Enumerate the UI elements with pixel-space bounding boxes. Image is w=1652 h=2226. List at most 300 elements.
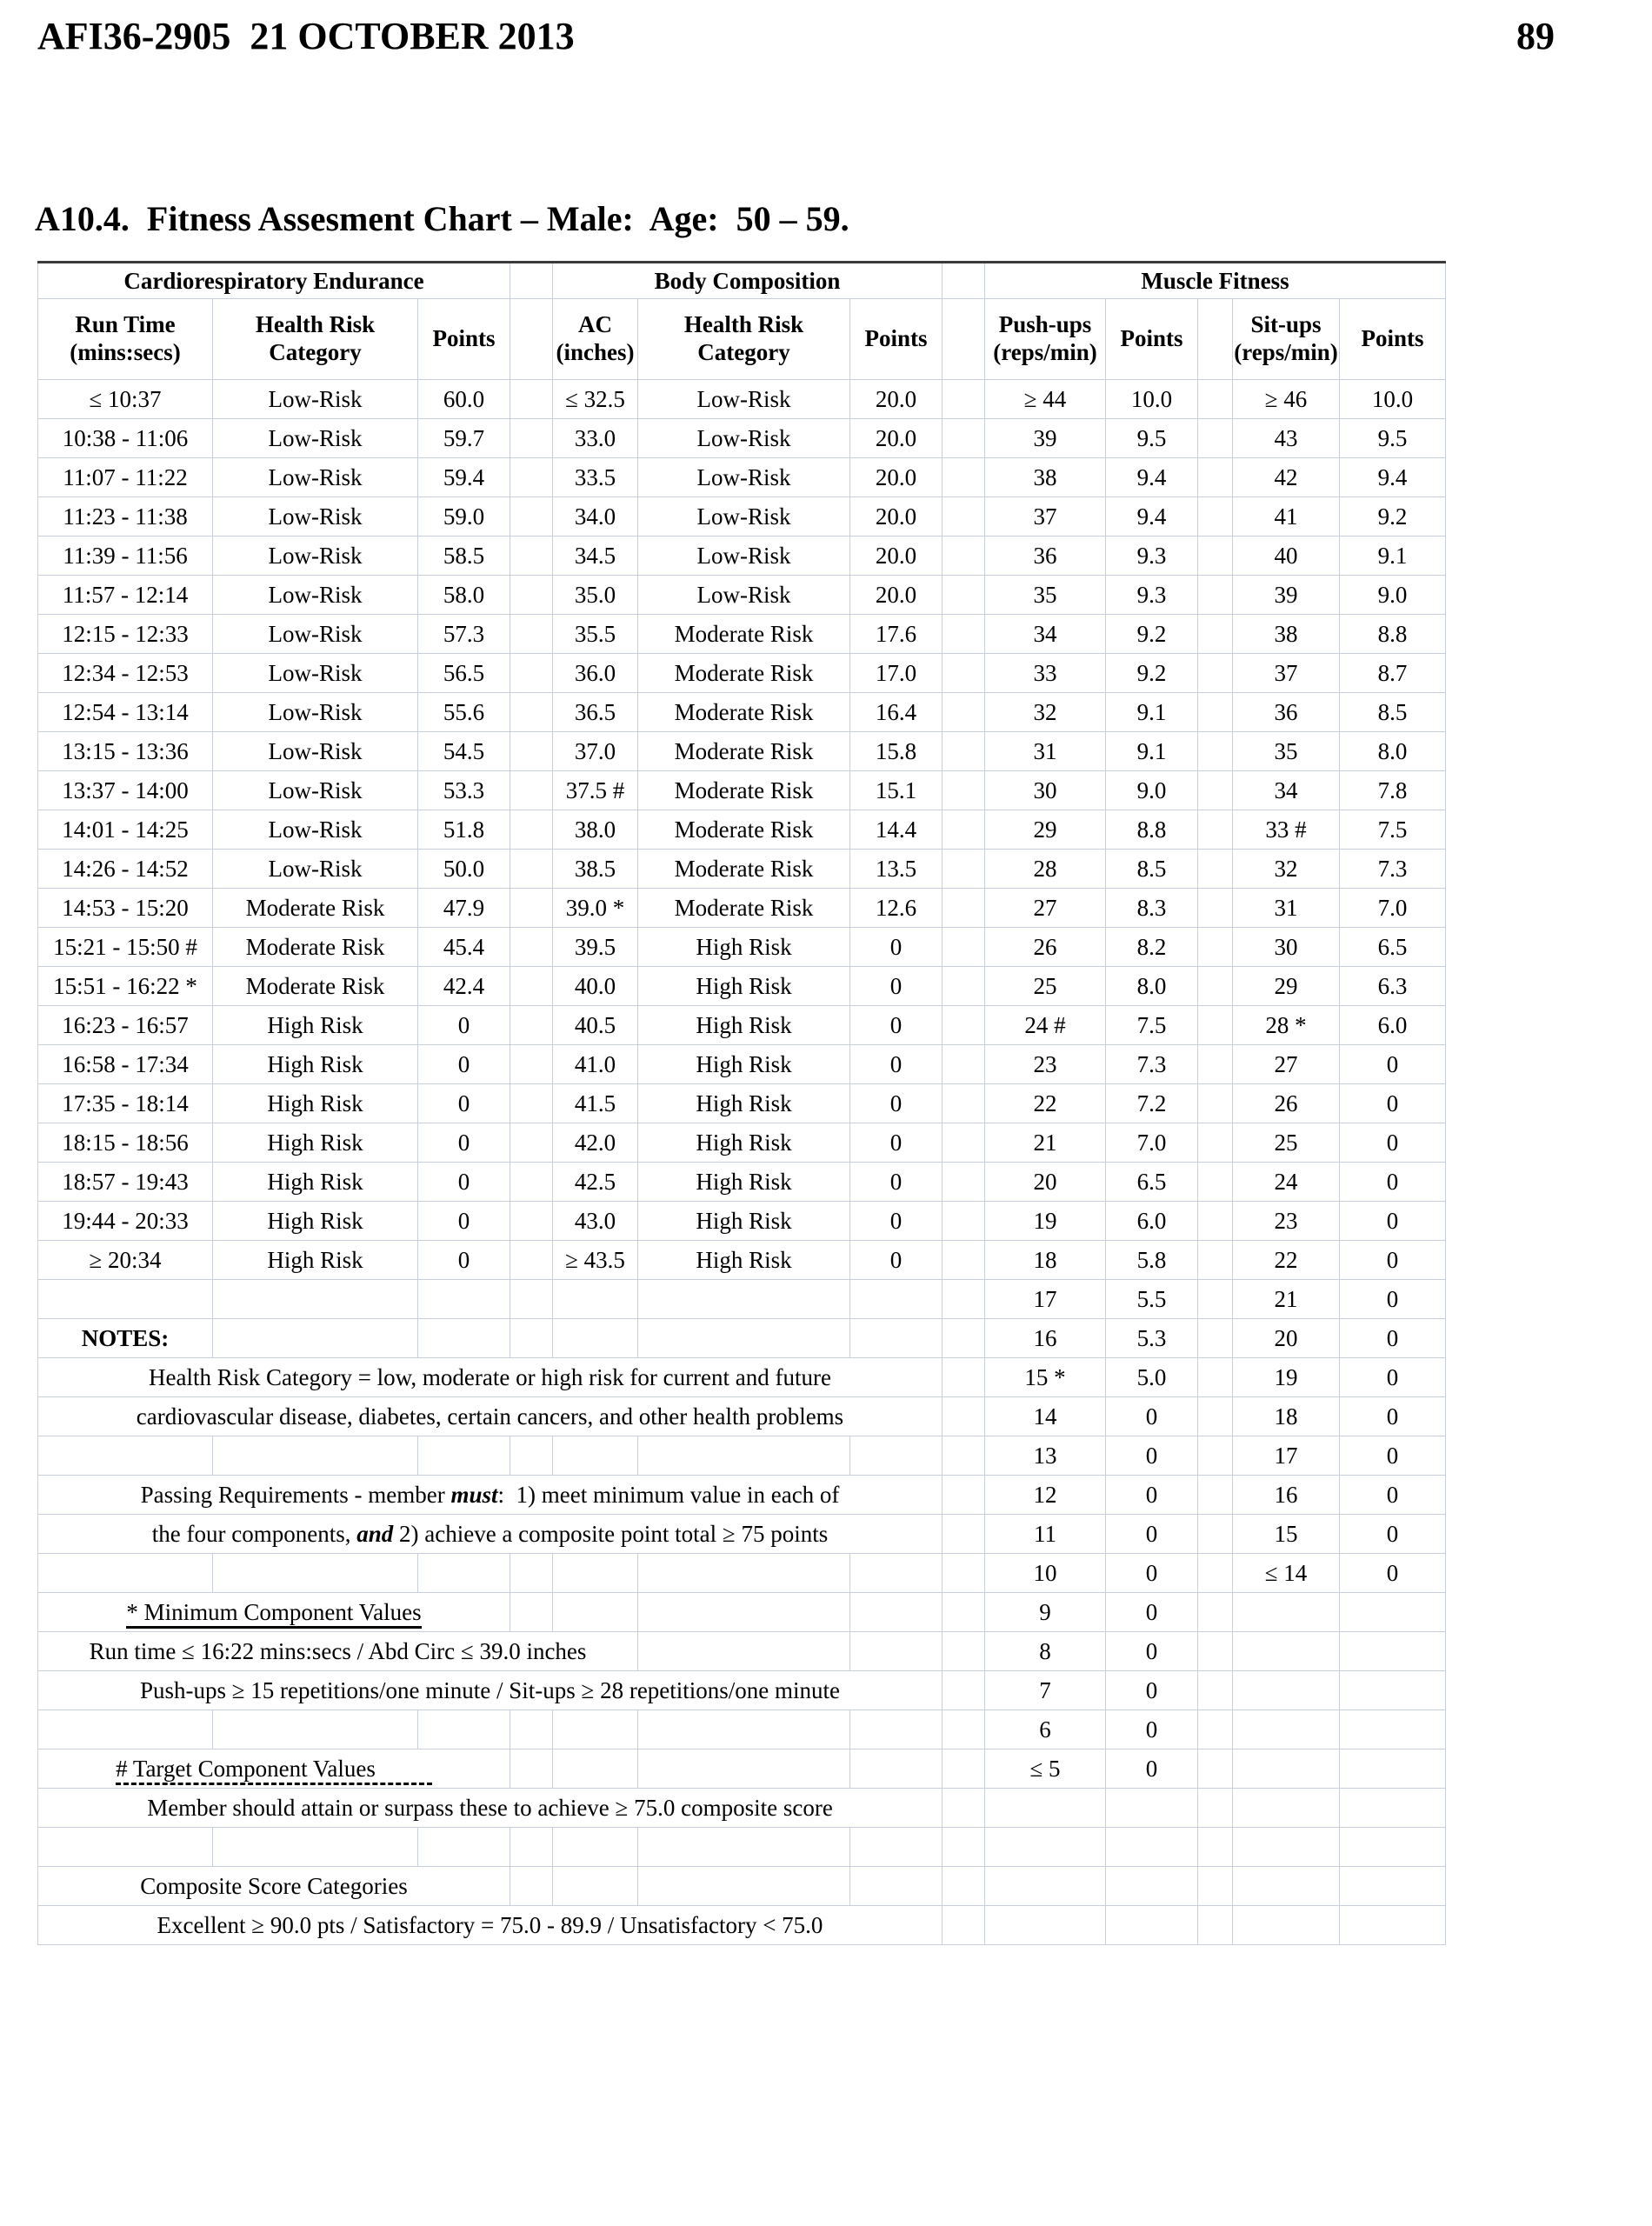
run-time-value: ≤ 10:37: [38, 380, 213, 419]
points-value: 59.4: [418, 458, 510, 497]
points-value: 6.0: [1106, 1202, 1198, 1241]
points-value: 9.4: [1106, 497, 1198, 537]
sit-ups-value: 26: [1233, 1084, 1340, 1123]
empty-cell: [985, 1867, 1106, 1906]
gap-cell: [510, 967, 553, 1006]
gap-cell: [1198, 1789, 1233, 1828]
risk-category-value: High Risk: [638, 1045, 850, 1084]
points-value: 6.5: [1106, 1163, 1198, 1202]
empty-cell: [638, 1319, 850, 1358]
points-value: 0: [1340, 1554, 1446, 1593]
points-value: 9.0: [1106, 771, 1198, 810]
ac-value: 35.5: [553, 615, 638, 654]
ac-value: 34.0: [553, 497, 638, 537]
points-value: 0: [850, 1202, 943, 1241]
push-ups-value: 12: [985, 1476, 1106, 1515]
points-value: 12.6: [850, 889, 943, 928]
gap-cell: [943, 1163, 985, 1202]
push-ups-value: 14: [985, 1397, 1106, 1436]
risk-category-value: High Risk: [213, 1241, 418, 1280]
ac-value: 33.5: [553, 458, 638, 497]
run-time-value: 14:26 - 14:52: [38, 850, 213, 889]
points-value: 0: [850, 1006, 943, 1045]
empty-cell: [850, 1280, 943, 1319]
gap-cell: [1198, 1163, 1233, 1202]
points-value: 0: [850, 928, 943, 967]
gap-cell: [1198, 1358, 1233, 1397]
empty-cell: [1106, 1867, 1198, 1906]
points-value: 55.6: [418, 693, 510, 732]
risk-category-value: Moderate Risk: [638, 654, 850, 693]
gap-cell: [943, 1202, 985, 1241]
push-ups-value: 9: [985, 1593, 1106, 1632]
points-value: 6.0: [1340, 1006, 1446, 1045]
empty-cell: [510, 1319, 553, 1358]
empty-cell: [510, 1593, 553, 1632]
sit-ups-value: 17: [1233, 1436, 1340, 1476]
risk-category-value: Low-Risk: [213, 771, 418, 810]
push-ups-value: 20: [985, 1163, 1106, 1202]
points-value: 7.5: [1340, 810, 1446, 850]
push-ups-value: ≥ 44: [985, 380, 1106, 419]
ac-value: 36.5: [553, 693, 638, 732]
gap-cell: [1198, 1906, 1233, 1945]
gap-cell: [943, 1593, 985, 1632]
points-value: 0: [850, 1084, 943, 1123]
gap-cell: [510, 693, 553, 732]
note-text: Passing Requirements - member must: 1) meet minimum value in each of: [38, 1476, 943, 1515]
empty-cell: [1233, 1593, 1340, 1632]
push-ups-value: 31: [985, 732, 1106, 771]
risk-category-value: Low-Risk: [213, 576, 418, 615]
sit-ups-value: 31: [1233, 889, 1340, 928]
risk-category-value: Moderate Risk: [638, 810, 850, 850]
empty-cell: [638, 1749, 850, 1789]
points-value: 7.0: [1340, 889, 1446, 928]
risk-category-header: Health Risk Category: [638, 299, 850, 380]
sit-ups-value: 27: [1233, 1045, 1340, 1084]
points-value: 20.0: [850, 537, 943, 576]
note-text: NOTES:: [38, 1319, 213, 1358]
run-time-value: 11:57 - 12:14: [38, 576, 213, 615]
gap-cell: [1198, 1515, 1233, 1554]
points-value: 56.5: [418, 654, 510, 693]
ac-value: 36.0: [553, 654, 638, 693]
gap-cell: [1198, 654, 1233, 693]
gap-cell: [943, 1319, 985, 1358]
gap-cell: [943, 1280, 985, 1319]
gap-cell: [1198, 967, 1233, 1006]
points-value: 13.5: [850, 850, 943, 889]
gap-cell: [943, 1045, 985, 1084]
points-value: 9.3: [1106, 576, 1198, 615]
points-value: 8.0: [1340, 732, 1446, 771]
points-value: 9.4: [1106, 458, 1198, 497]
empty-cell: [553, 1749, 638, 1789]
points-value: 8.0: [1106, 967, 1198, 1006]
points-header: Points: [1106, 299, 1198, 380]
gap-cell: [1198, 1710, 1233, 1749]
points-value: 42.4: [418, 967, 510, 1006]
points-value: 0: [1340, 1163, 1446, 1202]
empty-cell: [1233, 1828, 1340, 1867]
ac-value: 43.0: [553, 1202, 638, 1241]
risk-category-value: Moderate Risk: [638, 850, 850, 889]
push-ups-value: 39: [985, 419, 1106, 458]
empty-cell: [213, 1436, 418, 1476]
empty-cell: [1233, 1632, 1340, 1671]
gap-cell: [943, 419, 985, 458]
points-value: 54.5: [418, 732, 510, 771]
points-value: 9.1: [1340, 537, 1446, 576]
points-value: 0: [1106, 1515, 1198, 1554]
sit-ups-value: 18: [1233, 1397, 1340, 1436]
points-value: 0: [850, 967, 943, 1006]
gap-cell: [943, 1084, 985, 1123]
gap-cell: [1198, 1436, 1233, 1476]
note-text: [38, 1749, 510, 1789]
empty-cell: [553, 1554, 638, 1593]
points-value: 0: [1106, 1749, 1198, 1789]
push-ups-value: 6: [985, 1710, 1106, 1749]
gap-cell: [1198, 1749, 1233, 1789]
risk-category-value: High Risk: [213, 1084, 418, 1123]
risk-category-value: Low-Risk: [213, 654, 418, 693]
empty-cell: [418, 1828, 510, 1867]
push-ups-value: 34: [985, 615, 1106, 654]
gap-cell: [943, 1749, 985, 1789]
risk-category-value: Low-Risk: [213, 615, 418, 654]
run-time-value: 19:44 - 20:33: [38, 1202, 213, 1241]
points-value: 0: [850, 1241, 943, 1280]
points-value: 0: [1340, 1397, 1446, 1436]
sit-ups-value: 40: [1233, 537, 1340, 576]
gap-cell: [943, 654, 985, 693]
ac-value: 38.0: [553, 810, 638, 850]
gap-cell: [510, 1123, 553, 1163]
gap-cell: [1198, 1593, 1233, 1632]
gap-cell: [1198, 693, 1233, 732]
points-value: 9.2: [1340, 497, 1446, 537]
push-ups-value: 30: [985, 771, 1106, 810]
sit-ups-value: 29: [1233, 967, 1340, 1006]
gap-cell: [943, 1554, 985, 1593]
gap-cell: [510, 263, 553, 299]
points-value: 20.0: [850, 419, 943, 458]
gap-cell: [1198, 419, 1233, 458]
risk-category-value: Moderate Risk: [638, 889, 850, 928]
points-value: 5.3: [1106, 1319, 1198, 1358]
empty-cell: [213, 1319, 418, 1358]
ac-header: AC (inches): [553, 299, 638, 380]
gap-cell: [1198, 458, 1233, 497]
ac-value: 40.5: [553, 1006, 638, 1045]
note-text: Excellent ≥ 90.0 pts / Satisfactory = 75.0 - 89.9 / Unsatisfactory < 75.0: [38, 1906, 943, 1945]
points-value: 14.4: [850, 810, 943, 850]
push-ups-value: 19: [985, 1202, 1106, 1241]
points-value: 6.3: [1340, 967, 1446, 1006]
risk-category-value: Low-Risk: [213, 693, 418, 732]
empty-cell: [1340, 1749, 1446, 1789]
risk-category-value: High Risk: [638, 967, 850, 1006]
fitness-assessment-sheet: [37, 261, 1446, 1945]
risk-category-value: Low-Risk: [638, 419, 850, 458]
gap-cell: [1198, 850, 1233, 889]
gap-cell: [943, 889, 985, 928]
risk-category-value: Low-Risk: [213, 810, 418, 850]
push-ups-value: 36: [985, 537, 1106, 576]
gap-cell: [943, 1397, 985, 1436]
push-ups-value: 7: [985, 1671, 1106, 1710]
points-value: 0: [1340, 1045, 1446, 1084]
sit-ups-value: ≤ 14: [1233, 1554, 1340, 1593]
empty-cell: [638, 1554, 850, 1593]
run-time-value: 11:07 - 11:22: [38, 458, 213, 497]
empty-cell: [510, 1749, 553, 1789]
run-time-value: 15:21 - 15:50 #: [38, 928, 213, 967]
points-value: 7.5: [1106, 1006, 1198, 1045]
points-value: 0: [1340, 1241, 1446, 1280]
points-value: 0: [1340, 1358, 1446, 1397]
empty-cell: [638, 1867, 850, 1906]
empty-cell: [985, 1906, 1106, 1945]
ac-value: 37.5 #: [553, 771, 638, 810]
points-header: Points: [850, 299, 943, 380]
risk-category-value: Low-Risk: [213, 497, 418, 537]
points-value: 7.8: [1340, 771, 1446, 810]
push-ups-value: 28: [985, 850, 1106, 889]
gap-cell: [1198, 1045, 1233, 1084]
risk-category-value: Low-Risk: [638, 537, 850, 576]
empty-cell: [638, 1710, 850, 1749]
push-ups-value: 33: [985, 654, 1106, 693]
push-ups-value: 8: [985, 1632, 1106, 1671]
points-value: 58.0: [418, 576, 510, 615]
run-time-value: 13:37 - 14:00: [38, 771, 213, 810]
push-ups-value: 11: [985, 1515, 1106, 1554]
points-header: Points: [418, 299, 510, 380]
empty-cell: [1106, 1906, 1198, 1945]
gap-cell: [510, 419, 553, 458]
ac-value: 38.5: [553, 850, 638, 889]
empty-cell: [1340, 1906, 1446, 1945]
ac-value: 39.0 *: [553, 889, 638, 928]
gap-cell: [943, 537, 985, 576]
points-value: 51.8: [418, 810, 510, 850]
empty-cell: [850, 1554, 943, 1593]
gap-cell: [943, 299, 985, 380]
points-value: 0: [1340, 1319, 1446, 1358]
empty-cell: [985, 1828, 1106, 1867]
empty-cell: [850, 1632, 943, 1671]
sit-ups-value: 34: [1233, 771, 1340, 810]
section-title-muscle: Muscle Fitness: [985, 263, 1446, 299]
run-time-value: 18:15 - 18:56: [38, 1123, 213, 1163]
points-value: 0: [1106, 1710, 1198, 1749]
empty-cell: [553, 1867, 638, 1906]
note-text: [38, 1593, 510, 1632]
points-value: 0: [418, 1006, 510, 1045]
empty-cell: [38, 1280, 213, 1319]
points-value: 8.8: [1340, 615, 1446, 654]
risk-category-value: High Risk: [638, 928, 850, 967]
sit-ups-value: 28 *: [1233, 1006, 1340, 1045]
risk-category-value: High Risk: [213, 1202, 418, 1241]
push-ups-header: Push-ups (reps/min): [985, 299, 1106, 380]
empty-cell: [850, 1749, 943, 1789]
run-time-value: 12:15 - 12:33: [38, 615, 213, 654]
points-value: 0: [850, 1123, 943, 1163]
empty-cell: [213, 1828, 418, 1867]
gap-cell: [943, 732, 985, 771]
gap-cell: [510, 380, 553, 419]
gap-cell: [1198, 771, 1233, 810]
run-time-value: 14:53 - 15:20: [38, 889, 213, 928]
points-value: 60.0: [418, 380, 510, 419]
gap-cell: [510, 1084, 553, 1123]
chart-title: A10.4. Fitness Assesment Chart – Male: Age: 50 – 59.: [35, 199, 849, 238]
run-time-value: 11:39 - 11:56: [38, 537, 213, 576]
sit-ups-value: 36: [1233, 693, 1340, 732]
points-value: 8.8: [1106, 810, 1198, 850]
gap-cell: [1198, 1554, 1233, 1593]
run-time-value: 16:23 - 16:57: [38, 1006, 213, 1045]
push-ups-value: 26: [985, 928, 1106, 967]
points-value: 53.3: [418, 771, 510, 810]
ac-value: 40.0: [553, 967, 638, 1006]
note-text: cardiovascular disease, diabetes, certain cancers, and other health problems: [38, 1397, 943, 1436]
push-ups-value: 25: [985, 967, 1106, 1006]
push-ups-value: 35: [985, 576, 1106, 615]
sit-ups-value: 21: [1233, 1280, 1340, 1319]
points-value: 8.2: [1106, 928, 1198, 967]
ac-value: 37.0: [553, 732, 638, 771]
points-value: 9.1: [1106, 693, 1198, 732]
empty-cell: [38, 1828, 213, 1867]
risk-category-value: High Risk: [638, 1241, 850, 1280]
note-text: Run time ≤ 16:22 mins:secs / Abd Circ ≤ 39.0 inches: [38, 1632, 638, 1671]
points-value: 50.0: [418, 850, 510, 889]
sit-ups-value: 25: [1233, 1123, 1340, 1163]
ac-value: 33.0: [553, 419, 638, 458]
risk-category-value: High Risk: [213, 1006, 418, 1045]
gap-cell: [1198, 1671, 1233, 1710]
gap-cell: [510, 299, 553, 380]
empty-cell: [213, 1554, 418, 1593]
empty-cell: [418, 1436, 510, 1476]
run-time-value: 11:23 - 11:38: [38, 497, 213, 537]
points-value: 8.7: [1340, 654, 1446, 693]
note-text: Composite Score Categories: [38, 1867, 510, 1906]
empty-cell: [1106, 1789, 1198, 1828]
push-ups-value: 32: [985, 693, 1106, 732]
gap-cell: [943, 1358, 985, 1397]
gap-cell: [510, 771, 553, 810]
points-value: 0: [850, 1163, 943, 1202]
points-header: Points: [1340, 299, 1446, 380]
risk-category-header: Health Risk Category: [213, 299, 418, 380]
risk-category-value: Low-Risk: [638, 458, 850, 497]
sit-ups-value: ≥ 46: [1233, 380, 1340, 419]
empty-cell: [850, 1867, 943, 1906]
empty-cell: [985, 1789, 1106, 1828]
sit-ups-value: 20: [1233, 1319, 1340, 1358]
points-value: 9.1: [1106, 732, 1198, 771]
empty-cell: [1233, 1789, 1340, 1828]
points-value: 7.0: [1106, 1123, 1198, 1163]
section-title-cardio: Cardiorespiratory Endurance: [38, 263, 510, 299]
risk-category-value: Moderate Risk: [213, 928, 418, 967]
empty-cell: [213, 1710, 418, 1749]
gap-cell: [1198, 1202, 1233, 1241]
gap-cell: [943, 263, 985, 299]
ac-value: 41.5: [553, 1084, 638, 1123]
push-ups-value: 18: [985, 1241, 1106, 1280]
sit-ups-value: 30: [1233, 928, 1340, 967]
points-value: 0: [418, 1202, 510, 1241]
gap-cell: [1198, 576, 1233, 615]
empty-cell: [213, 1280, 418, 1319]
gap-cell: [943, 928, 985, 967]
gap-cell: [943, 1671, 985, 1710]
points-value: 7.3: [1340, 850, 1446, 889]
push-ups-value: 22: [985, 1084, 1106, 1123]
gap-cell: [943, 497, 985, 537]
gap-cell: [510, 576, 553, 615]
gap-cell: [510, 889, 553, 928]
gap-cell: [1198, 1828, 1233, 1867]
note-text: Health Risk Category = low, moderate or high risk for current and future: [38, 1358, 943, 1397]
empty-cell: [638, 1593, 850, 1632]
empty-cell: [1106, 1828, 1198, 1867]
empty-cell: [1233, 1906, 1340, 1945]
empty-cell: [638, 1828, 850, 1867]
risk-category-value: High Risk: [638, 1202, 850, 1241]
empty-cell: [1340, 1828, 1446, 1867]
sit-ups-value: 43: [1233, 419, 1340, 458]
points-value: 8.3: [1106, 889, 1198, 928]
gap-cell: [943, 810, 985, 850]
gap-cell: [943, 771, 985, 810]
risk-category-value: Low-Risk: [638, 380, 850, 419]
empty-cell: [1233, 1671, 1340, 1710]
risk-category-value: High Risk: [638, 1006, 850, 1045]
risk-category-value: Moderate Risk: [638, 732, 850, 771]
empty-cell: [850, 1710, 943, 1749]
gap-cell: [943, 1828, 985, 1867]
risk-category-value: Low-Risk: [213, 732, 418, 771]
gap-cell: [510, 1163, 553, 1202]
points-value: 9.4: [1340, 458, 1446, 497]
gap-cell: [1198, 1006, 1233, 1045]
push-ups-value: 16: [985, 1319, 1106, 1358]
gap-cell: [943, 1241, 985, 1280]
underlined-text: * Minimum Component Values: [126, 1599, 421, 1629]
sit-ups-header: Sit-ups (reps/min): [1233, 299, 1340, 380]
points-value: 9.2: [1106, 654, 1198, 693]
run-time-value: 15:51 - 16:22 *: [38, 967, 213, 1006]
gap-cell: [1198, 537, 1233, 576]
empty-cell: [1340, 1593, 1446, 1632]
gap-cell: [943, 1123, 985, 1163]
risk-category-value: High Risk: [213, 1163, 418, 1202]
gap-cell: [943, 380, 985, 419]
push-ups-value: 10: [985, 1554, 1106, 1593]
empty-cell: [1340, 1867, 1446, 1906]
push-ups-value: ≤ 5: [985, 1749, 1106, 1789]
gap-cell: [943, 1006, 985, 1045]
gap-cell: [943, 1710, 985, 1749]
